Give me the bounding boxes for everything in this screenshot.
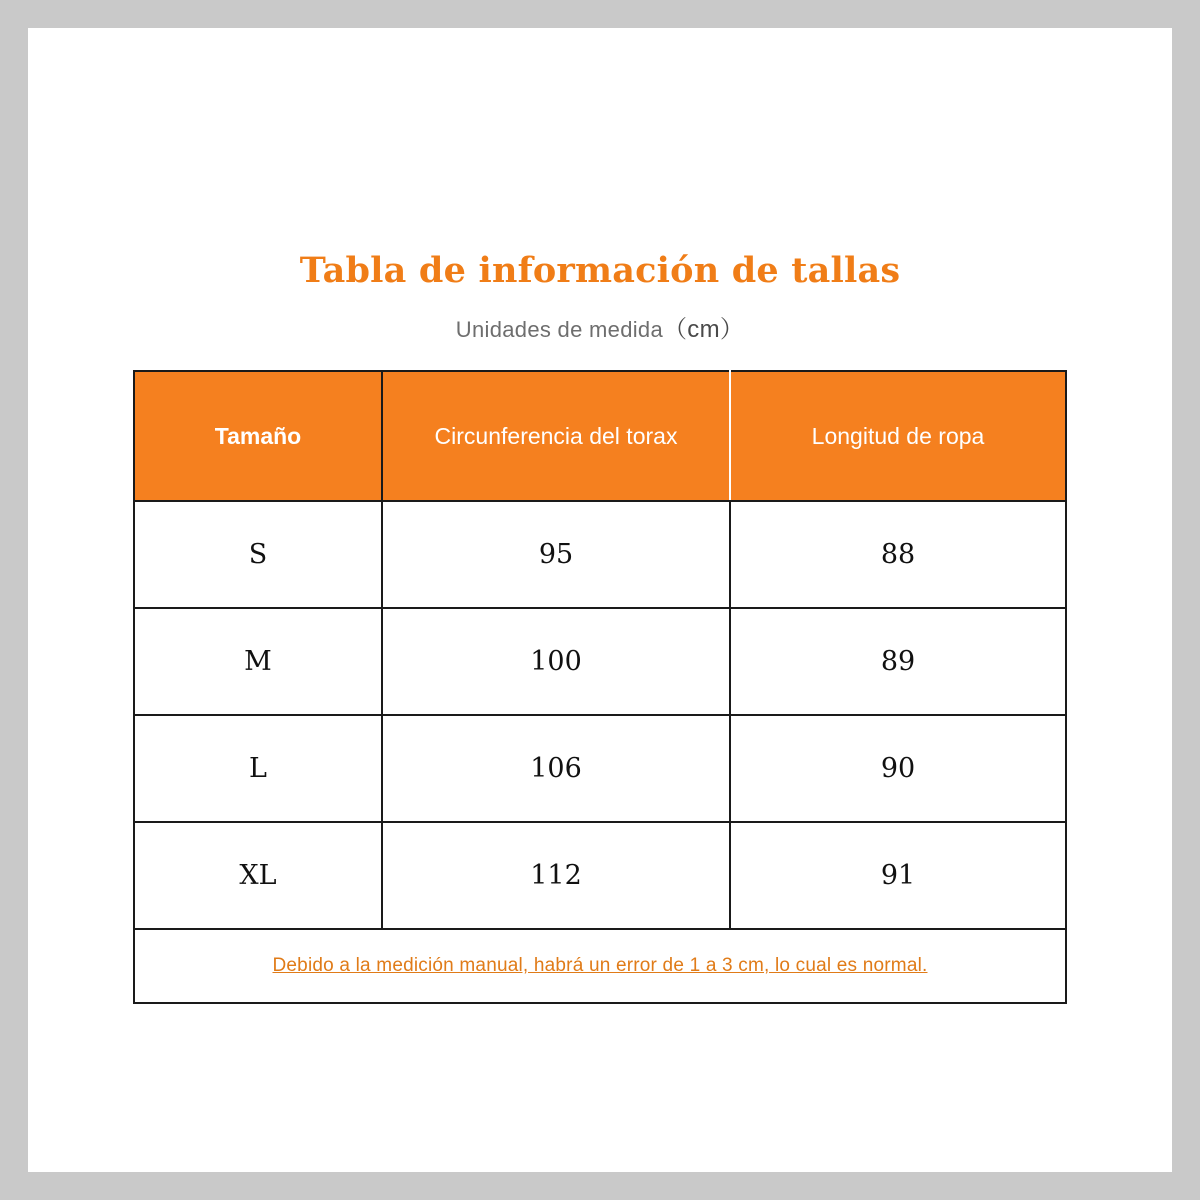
measurement-note-text: Debido a la medición manual, habrá un error de 1 a 3 cm, lo cual es normal. bbox=[272, 955, 928, 976]
table-note-row bbox=[134, 929, 1066, 1003]
cell-size: S bbox=[134, 501, 382, 608]
document-page bbox=[28, 28, 1172, 1172]
cell-chest: 106 bbox=[382, 715, 730, 822]
column-header-size: Tamaño bbox=[134, 371, 382, 501]
page-title: Tabla de información de tallas bbox=[299, 250, 901, 291]
cell-size: XL bbox=[134, 822, 382, 929]
measurement-units-label bbox=[28, 309, 1172, 344]
size-table bbox=[133, 370, 1067, 1004]
column-header-length: Longitud de ropa bbox=[730, 371, 1066, 501]
cell-length: 91 bbox=[730, 822, 1066, 929]
measurement-note-cell bbox=[134, 929, 1066, 1003]
size-chart-content bbox=[28, 28, 1172, 1004]
cell-chest: 112 bbox=[382, 822, 730, 929]
cell-chest: 100 bbox=[382, 608, 730, 715]
units-prefix-text: Unidades de medida bbox=[455, 317, 663, 342]
cell-size: M bbox=[134, 608, 382, 715]
table-row bbox=[134, 822, 1066, 929]
units-value-text: （cm） bbox=[663, 316, 745, 343]
cell-size: L bbox=[134, 715, 382, 822]
column-header-chest: Circunferencia del torax bbox=[382, 371, 730, 501]
size-table-foot bbox=[134, 929, 1066, 1003]
cell-length: 89 bbox=[730, 608, 1066, 715]
size-table-head bbox=[134, 371, 1066, 501]
cell-chest: 95 bbox=[382, 501, 730, 608]
table-header-row bbox=[134, 371, 1066, 501]
table-row bbox=[134, 608, 1066, 715]
cell-length: 88 bbox=[730, 501, 1066, 608]
table-row bbox=[134, 501, 1066, 608]
cell-length: 90 bbox=[730, 715, 1066, 822]
table-row bbox=[134, 715, 1066, 822]
size-table-body bbox=[134, 501, 1066, 929]
